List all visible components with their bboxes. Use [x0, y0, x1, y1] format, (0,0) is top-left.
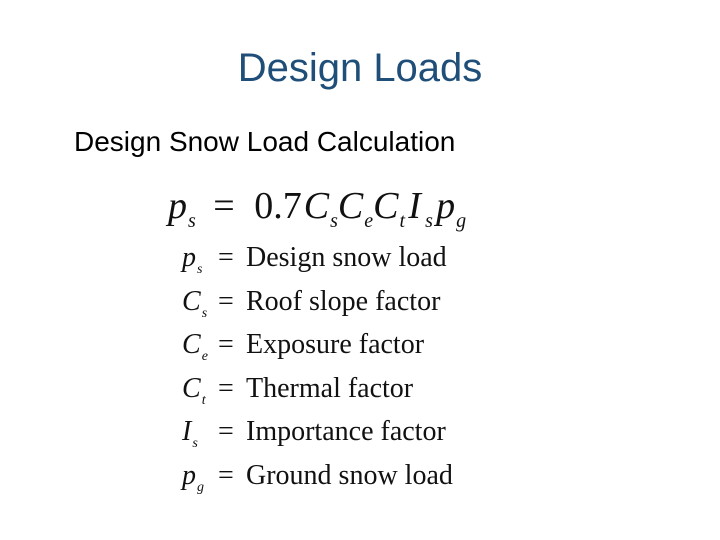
definition-row [182, 238, 453, 282]
slide-title: Design Loads [237, 46, 483, 90]
definition-symbol [182, 456, 218, 501]
definition-symbol-subscript: g [197, 479, 204, 495]
definition-equals-sign: = [218, 459, 234, 491]
definition-text: Thermal factor [246, 372, 414, 404]
equation-factor-symbol: p [436, 185, 456, 227]
definition-symbol-subscript: s [197, 262, 203, 277]
definition-list [182, 238, 453, 499]
definition-text: Ground snow load [246, 459, 453, 491]
definition-symbol [182, 282, 218, 327]
definition-row [182, 325, 453, 369]
equation-lhs-symbol: p [168, 185, 187, 227]
definition-row [182, 282, 453, 326]
equation-factor-subscript: g [456, 210, 467, 232]
definition-symbol-letter: C [182, 372, 201, 404]
snow-load-equation [168, 182, 466, 236]
definition-equals-sign: = [218, 329, 234, 360]
definition-symbol [182, 369, 218, 414]
definition-text: Exposure factor [246, 329, 425, 360]
equation-coefficient: 0.7 [254, 185, 302, 227]
definition-row [182, 369, 453, 413]
definition-symbol [182, 238, 218, 283]
definition-symbol-letter: I [182, 416, 192, 447]
definition-symbol [182, 325, 218, 370]
definition-text: Design snow load [246, 242, 447, 273]
definition-symbol-letter: C [182, 285, 201, 317]
definition-text: Roof slope factor [246, 285, 441, 317]
definition-row [182, 456, 453, 500]
equation-equals-sign: = [213, 185, 235, 227]
definition-symbol-subscript: s [201, 305, 208, 321]
equation-lhs-subscript: s [188, 210, 196, 232]
equation-factor-subscript: s [425, 210, 433, 232]
equation-factor-subscript: s [330, 210, 338, 232]
equation-factor-symbol: C [303, 185, 330, 227]
definition-text: Importance factor [246, 416, 446, 447]
definition-symbol-subscript: s [192, 436, 198, 451]
equation-factor-subscript: e [364, 210, 374, 232]
definition-equals-sign: = [218, 242, 234, 273]
equation-factor-symbol: C [337, 185, 364, 227]
definition-symbol-subscript: t [201, 392, 206, 408]
equation-factor-symbol: I [408, 185, 421, 227]
definition-symbol [182, 412, 218, 457]
definition-symbol-subscript: e [201, 349, 208, 364]
definition-symbol-letter: C [182, 329, 201, 360]
equation-factor-symbol: C [373, 185, 399, 227]
definition-symbol-letter: p [182, 242, 196, 273]
definition-equals-sign: = [218, 372, 234, 404]
definition-symbol-letter: p [182, 459, 196, 491]
definition-equals-sign: = [218, 285, 234, 317]
equation-factor-subscript: t [399, 210, 406, 232]
definition-row [182, 412, 453, 456]
definition-equals-sign: = [218, 416, 234, 447]
slide-subtitle: Design Snow Load Calculation [74, 126, 456, 157]
